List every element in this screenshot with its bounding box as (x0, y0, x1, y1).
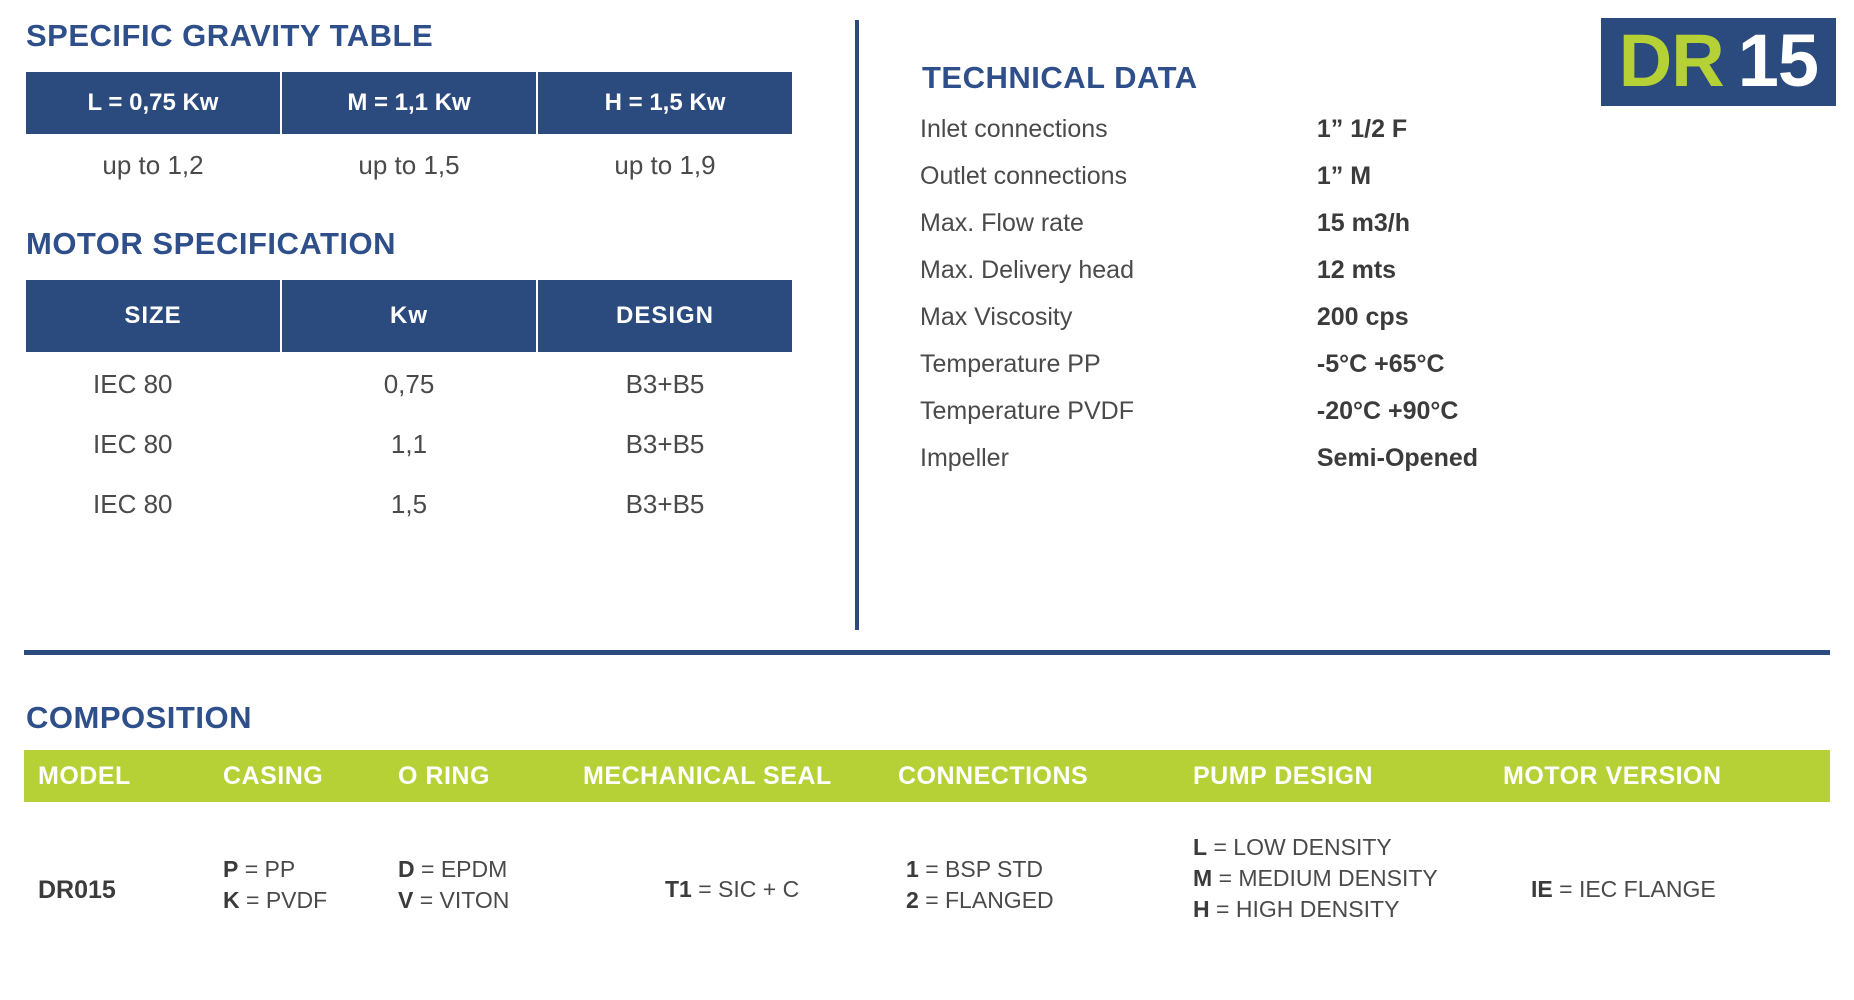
technical-data-table (920, 106, 1600, 482)
o-ring-code: V (398, 887, 414, 914)
connection-code: 2 (906, 887, 919, 914)
pump-design-text: = HIGH DENSITY (1216, 896, 1400, 923)
table-row (920, 388, 1600, 435)
seal-code: T1 (665, 876, 692, 902)
tech-value: 1” M (1316, 162, 1372, 190)
comp-o-ring-values (384, 854, 569, 925)
tech-label: Max Viscosity (920, 303, 1073, 331)
composition-header-row (24, 750, 1830, 802)
horizontal-divider (24, 650, 1830, 655)
seal-text: = SIC + C (698, 876, 800, 902)
motor-header-design: DESIGN (537, 279, 793, 353)
comp-motor-version-values (1489, 854, 1830, 925)
table-header-row (25, 71, 793, 135)
comp-pump-design-values (1179, 832, 1489, 925)
comp-mechanical-seal-values (569, 854, 884, 925)
pump-design-code: M (1193, 865, 1213, 892)
tech-label: Max. Delivery head (920, 256, 1134, 284)
table-row (920, 341, 1600, 388)
comp-header-casing: CASING (223, 761, 324, 790)
product-logo (1601, 18, 1836, 106)
list-item (1193, 832, 1489, 863)
specific-gravity-title: SPECIFIC GRAVITY TABLE (26, 18, 434, 53)
table-row (920, 294, 1600, 341)
comp-casing-values (209, 854, 384, 925)
logo-number: 15 (1737, 19, 1818, 102)
list-item (398, 854, 569, 885)
casing-code: P (223, 856, 239, 882)
list-item (906, 885, 1179, 916)
tech-value: 1” 1/2 F (1316, 115, 1408, 143)
list-item (398, 885, 569, 916)
motor-version-text: = IEC FLANGE (1559, 876, 1716, 902)
list-item (1193, 863, 1489, 894)
tech-label: Impeller (920, 444, 1009, 472)
table-row (920, 247, 1600, 294)
motor-kw: 1,1 (390, 428, 428, 459)
comp-header-model: MODEL (38, 761, 131, 790)
comp-header-mechanical-seal: MECHANICAL SEAL (583, 761, 832, 790)
table-row (920, 106, 1600, 153)
tech-label: Outlet connections (920, 162, 1128, 190)
table-row (920, 153, 1600, 200)
pump-design-code: H (1193, 896, 1210, 923)
connection-code: 1 (906, 856, 919, 882)
sg-header-l: L = 0,75 Kw (25, 71, 281, 135)
comp-connections-values (884, 854, 1179, 925)
list-item (223, 854, 384, 885)
comp-header-pump-design: PUMP DESIGN (1193, 761, 1374, 790)
pump-design-text: = MEDIUM DENSITY (1218, 865, 1438, 892)
motor-header-size: SIZE (25, 279, 281, 353)
list-item (665, 874, 884, 905)
list-item (906, 854, 1179, 885)
list-item (1531, 874, 1830, 905)
tech-value: Semi-Opened (1316, 444, 1479, 472)
technical-data-title: TECHNICAL DATA (922, 60, 1198, 95)
sg-value-l: up to 1,2 (102, 150, 204, 180)
motor-design: B3+B5 (625, 428, 705, 459)
o-ring-code: D (398, 856, 415, 882)
tech-value: 15 m3/h (1316, 209, 1410, 237)
motor-header-kw: Kw (281, 279, 537, 353)
tech-value: 12 mts (1316, 256, 1397, 284)
motor-kw: 0,75 (383, 368, 435, 399)
comp-model-value: DR015 (38, 876, 116, 904)
casing-text: = PVDF (246, 887, 328, 914)
table-row (25, 474, 793, 534)
composition-title: COMPOSITION (26, 700, 252, 735)
motor-kw: 1,5 (390, 488, 428, 519)
table-row (25, 353, 793, 414)
right-column (920, 60, 1600, 482)
comp-header-motor-version: MOTOR VERSION (1503, 761, 1722, 790)
tech-value: -5°C +65°C (1316, 350, 1445, 378)
composition-body-row (24, 834, 1830, 925)
specific-gravity-table (24, 70, 794, 182)
pump-design-text: = LOW DENSITY (1213, 834, 1392, 860)
sg-value-m: up to 1,5 (358, 150, 460, 180)
motor-version-code: IE (1531, 876, 1553, 902)
motor-design: B3+B5 (625, 488, 705, 519)
sg-value-h: up to 1,9 (614, 150, 716, 180)
tech-value: 200 cps (1316, 303, 1409, 331)
casing-code: K (223, 887, 240, 914)
vertical-divider (855, 20, 859, 630)
connection-text: = FLANGED (925, 887, 1054, 914)
motor-design: B3+B5 (625, 368, 705, 399)
motor-size: IEC 80 (93, 428, 173, 459)
tech-value: -20°C +90°C (1316, 397, 1459, 425)
tech-label: Temperature PP (920, 350, 1101, 378)
table-row (25, 135, 793, 182)
sg-header-h: H = 1,5 Kw (537, 71, 793, 135)
composition-section (24, 700, 1830, 925)
comp-header-o-ring: O RING (398, 761, 490, 790)
tech-label: Inlet connections (920, 115, 1108, 143)
casing-text: = PP (244, 856, 296, 882)
connection-text: = BSP STD (925, 856, 1044, 882)
tech-label: Temperature PVDF (920, 397, 1134, 425)
pump-design-code: L (1193, 834, 1208, 860)
table-row (920, 435, 1600, 482)
motor-size: IEC 80 (93, 368, 173, 399)
comp-header-connections: CONNECTIONS (898, 761, 1089, 790)
motor-size: IEC 80 (93, 488, 173, 519)
motor-specification-table (24, 278, 794, 534)
table-row (25, 414, 793, 474)
list-item (1193, 894, 1489, 925)
o-ring-text: = VITON (419, 887, 510, 914)
left-column (24, 18, 834, 534)
logo-prefix: DR (1618, 19, 1724, 102)
motor-specification-title: MOTOR SPECIFICATION (26, 226, 397, 261)
tech-label: Max. Flow rate (920, 209, 1084, 237)
table-header-row (25, 279, 793, 353)
list-item (223, 885, 384, 916)
table-row (920, 200, 1600, 247)
o-ring-text: = EPDM (421, 856, 508, 882)
sg-header-m: M = 1,1 Kw (281, 71, 537, 135)
